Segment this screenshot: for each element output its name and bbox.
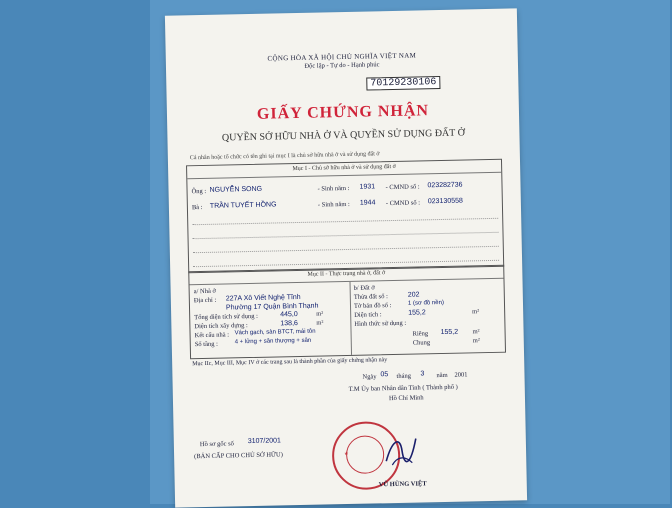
date-day: 05 — [380, 371, 389, 379]
owner-1-name: NGUYỄN SONG — [209, 185, 263, 194]
structure: Vách gạch, sàn BTCT, mái tôn — [234, 328, 316, 337]
record-number: 3107/2001 — [247, 437, 281, 446]
parcel-label: Thửa đất số : — [353, 293, 388, 301]
date-month: 3 — [420, 370, 425, 378]
private-label: Riêng — [412, 330, 429, 338]
owner-2-birth: 1944 — [359, 199, 376, 207]
owner-1-birth: 1931 — [359, 183, 376, 191]
address-label: Địa chỉ : — [193, 296, 217, 305]
record-label: Hồ sơ gốc số — [199, 440, 234, 449]
shared-label: Chung — [412, 339, 431, 347]
structure-label: Kết cấu nhà : — [194, 331, 230, 340]
certificate-paper — [165, 8, 527, 507]
use-form-label: Hình thức sử dụng : — [354, 319, 407, 328]
owner-1-birth-label: - Sinh năm : — [317, 184, 350, 193]
owner-1-prefix: Ông : — [191, 187, 207, 196]
address-line-2: Phường 17 Quận Bình Thạnh — [225, 302, 319, 312]
shared-unit: m² — [472, 337, 480, 345]
year-label: năm — [436, 371, 448, 380]
map-sheet: 1 (sơ đồ nền) — [407, 299, 444, 307]
footer-note: Mục IIc, Mục III, Mục IV ở các trang sau là thành phần của giấy chứng nhận này — [192, 357, 388, 368]
section-1-heading: Mục I - Chủ sở hữu nhà ở và sử dụng đất ở — [292, 163, 396, 173]
authority: T.M Ủy ban Nhân dân Tỉnh ( Thành phố ) — [348, 383, 458, 393]
map-sheet-label: Tờ bản đồ số : — [353, 302, 392, 310]
house-heading: a/ Nhà ở — [193, 287, 216, 296]
serial-number: 70129230106 — [366, 76, 440, 91]
floor-area-unit: m² — [316, 310, 324, 318]
copy-note: (BẢN CẤP CHO CHỦ SỞ HỮU) — [194, 451, 283, 461]
floor-area-label: Tổng diện tích sử dụng : — [194, 312, 258, 322]
owner-1-id: 023282736 — [427, 181, 463, 190]
certificate-subtitle: QUYỀN SỞ HỮU NHÀ Ở VÀ QUYỀN SỬ DỤNG ĐẤT Ở — [221, 127, 465, 144]
intro-text: Cá nhân hoặc tổ chức có tên ghi tại mục I là chủ sở hữu nhà ở và sử dụng đất ở — [189, 151, 380, 162]
city: Hồ Chí Minh — [388, 394, 424, 403]
land-area-label: Diện tích : — [354, 311, 382, 319]
owner-2-birth-label: - Sinh năm : — [317, 200, 350, 209]
signature — [382, 430, 423, 471]
certificate-title: GIẤY CHỨNG NHẬN — [256, 102, 430, 123]
month-label: tháng — [396, 372, 412, 380]
section-1-box — [186, 159, 504, 274]
motto: Độc lập - Tự do - Hạnh phúc — [304, 61, 380, 70]
signer-name: VŨ HÙNG VIỆT — [378, 480, 427, 489]
section-2-heading: Mục II - Thực trạng nhà ở, đất ở — [307, 270, 386, 278]
private-area: 155,2 — [440, 328, 459, 337]
land-heading: b/ Đất ở — [353, 284, 375, 292]
owner-2-name: TRẦN TUYẾT HỒNG — [209, 201, 277, 210]
land-area: 155,2 — [408, 309, 426, 317]
parcel: 202 — [407, 291, 420, 299]
owner-2-prefix: Bà : — [191, 203, 203, 212]
owner-1-id-label: - CMND số : — [385, 183, 420, 192]
owner-2-id-label: - CMND số : — [385, 199, 421, 208]
build-area-unit: m² — [316, 319, 324, 327]
land-area-unit: m² — [472, 308, 480, 316]
build-area: 138,6 — [280, 320, 298, 328]
date-prefix: Ngày — [362, 373, 377, 381]
floors: 4 + lửng + sân thượng + sân — [234, 337, 312, 346]
date-year: 2001 — [454, 371, 468, 379]
floors-label: Số tầng : — [194, 340, 218, 349]
nation-heading: CỘNG HÒA XÃ HỘI CHỦ NGHĨA VIỆT NAM — [267, 51, 417, 63]
official-seal: ★ — [331, 421, 400, 490]
owner-2-id: 023130558 — [427, 197, 463, 206]
section-2-box — [188, 265, 506, 360]
private-unit: m² — [472, 328, 480, 336]
build-area-label: Diện tích xây dựng : — [194, 322, 248, 331]
address-line-1: 227A Xô Viết Nghệ Tĩnh — [225, 293, 301, 303]
floor-area: 445,0 — [280, 311, 298, 319]
